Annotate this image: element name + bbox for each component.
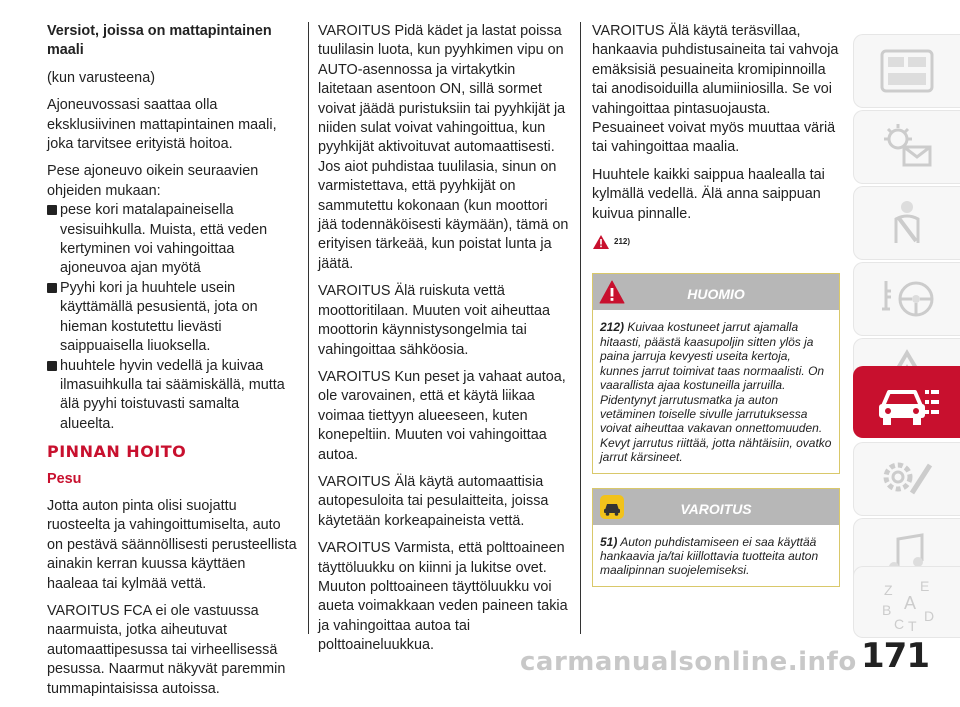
seatbelt-icon xyxy=(876,197,938,249)
paragraph: Jotta auton pinta olisi suojattu ruosteelta ja vahingoittumiselta, auto on pestävä säännöllisesti perusteellista ainakin kerran kuussa käyttäen haaleaa tai kylmää vettä. xyxy=(47,497,297,592)
paragraph: VAROITUS Pidä kädet ja lastat poissa tuulilasin luota, kun pyyhkimen vipu on AUTO-asennossa ja virtakytkin laitetaan asentoon ON, sillä sormet voivat jäädä puristuksiin tai pyyhkijät ja niiden sulat voivat vahingoittua, kun pyyhkijät aktivoituvat automaattisesti. Jos aiot puhdistaa tuulilasia, sinun on varmistettava, että pyyhkijät on sammutettu kokonaan (kun moottori jää todennäköisesti käymään), tämä on erityisen tärkeää, kun poistat lunta ja jäätä. xyxy=(318,23,569,272)
paragraph: VAROITUS Kun peset ja vahaat autoa, ole varovainen, että et käytä liikaa voimaa tiettyyn alueeseen, kuten konepeltiin. Muuten voi vahingoittaa autoa. xyxy=(318,368,566,463)
lights-envelope-icon xyxy=(876,121,938,173)
page-number: 171 xyxy=(861,636,929,676)
paragraph: Pese ajoneuvo oikein seuraavien ohjeiden mukaan: xyxy=(47,163,259,199)
watermark: carmanualsonline.info xyxy=(520,647,857,677)
bullet-item xyxy=(47,279,297,357)
reference-number: 212) xyxy=(614,237,631,247)
paragraph: Ajoneuvossasi saattaa olla eksklusiivinen mattapintainen maali, joka tarvitsee erityistä hoitoa. xyxy=(47,97,277,153)
subheading-equipment: (kun varusteena) xyxy=(47,69,155,86)
index-letter: C xyxy=(894,616,905,632)
paragraph: VAROITUS Älä ruiskuta vettä moottoritilaan. Muuten voit aiheuttaa moottorin käynnistysongelmia tai vahingoittaa sähköosia. xyxy=(318,283,550,358)
bullet-item xyxy=(47,357,297,435)
heading-matte-paint: Versiot, joissa on mattapintainen maali xyxy=(47,23,272,59)
bullet-text: Pyyhi kori ja huuhtele usein käyttämällä pesusientä, jota on hieman kostutettu lievästi saippuaisella liuoksella. xyxy=(60,279,258,355)
tab-lights-messages[interactable] xyxy=(853,110,960,184)
tab-maintenance[interactable] xyxy=(853,366,960,438)
paragraph: VAROITUS Älä käytä automaattisia autopesuloita tai pesulaitteita, joissa käytetään korkeapaineista vettä. xyxy=(318,473,549,529)
car-maintenance-icon xyxy=(875,376,941,432)
gear-wrench-icon xyxy=(876,453,938,505)
paragraph: VAROITUS Varmista, että polttoaineen täyttöluukku on kiinni ja lukitse ovet. Muuton polttoaineen täyttöluukku voi aueta voimakkaan veden paineen takia ja vahingoittaa autoa tai polttoaineluukkua. xyxy=(318,540,568,654)
tab-index[interactable] xyxy=(853,566,960,638)
column-divider xyxy=(308,22,309,634)
bullet-icon xyxy=(47,361,57,371)
tab-technical-data[interactable] xyxy=(853,442,960,516)
reference-note xyxy=(592,232,840,251)
paragraph: VAROITUS FCA ei ole vastuussa naarmuista, jotka aiheutuvat automaattipesussa tai virheellisessä pesussa. Naarmut näkyvät paremmin tummapintaisissa autoissa. xyxy=(47,602,286,697)
paragraph: Huuhtele kaikki saippua haalealla tai kylmällä vedellä. Älä anna saippuan kuivua pinnalle. xyxy=(592,166,825,222)
bullet-text: pese kori matalapaineisella vesisuihkulla. Muista, että veden kertyminen voi vahingoittaa ajoneuvoa ajan myötä xyxy=(60,202,268,277)
huomio-title: HUOMIO xyxy=(687,286,745,303)
bullet-icon xyxy=(47,205,57,215)
index-letter: T xyxy=(908,618,917,633)
index-letter: D xyxy=(924,608,935,624)
index-letter: E xyxy=(920,578,930,594)
column-3 xyxy=(592,22,840,601)
tab-driving[interactable] xyxy=(853,262,960,336)
bullet-icon xyxy=(47,283,57,293)
index-letter: A xyxy=(904,593,917,613)
huomio-body xyxy=(593,310,839,472)
steering-key-icon xyxy=(876,273,938,325)
bullet-item xyxy=(47,201,297,279)
index-letter: B xyxy=(882,602,892,618)
column-divider xyxy=(580,22,581,634)
alphabet-index-icon xyxy=(876,577,942,633)
warning-triangle-icon xyxy=(592,234,610,250)
varoitus-box xyxy=(592,488,840,587)
index-letter: Z xyxy=(884,582,893,598)
chapter-sidebar xyxy=(853,0,960,678)
tab-dashboard[interactable] xyxy=(853,34,960,108)
column-1 xyxy=(47,22,297,707)
huomio-text: Kuivaa kostuneet jarrut ajamalla hitaasti, päästä kaasupoljin sitten ylös ja paina jarruja kevyesti useita kertoja, kunnes jarrut toimivat taas normaalisti. On vaarallista ajaa kostuneilla jarruilla. Pidentynyt jarrutusmatka ja auton vetäminen toiselle sivulle jarrutuksessa voivat aiheuttaa vakavan onnettomuuden. Kevyt jarrutus riittää, jotta nähtäisiin, ovatko jarrut kärsineet. xyxy=(600,320,832,465)
varoitus-header xyxy=(593,489,839,525)
column-2 xyxy=(318,22,570,664)
bullet-text: huuhtele hyvin vedellä ja kuivaa ilmasuihkulla tai säämiskällä, mutta älä pyyhi toistuvasti samalta alueelta. xyxy=(60,357,285,432)
dashboard-icon xyxy=(876,45,938,97)
tab-safety[interactable] xyxy=(853,186,960,260)
paragraph: VAROITUS Älä käytä teräsvillaa, hankaavia puhdistusaineita tai vahvoja emäksisiä pesuaineita kromipinnoilla tai anodisoiduilla alumiiniosilla. Se voi vahingoittaa pintasuojausta. Pesuaineet voivat myös muuttaa väriä tai vahingoittaa maalia. xyxy=(592,23,839,156)
varoitus-body xyxy=(593,525,839,586)
varoitus-title: VAROITUS xyxy=(680,500,752,517)
huomio-box xyxy=(592,273,840,473)
huomio-number: 212) xyxy=(600,320,625,335)
huomio-header xyxy=(593,274,839,310)
varoitus-text: Auton puhdistamiseen ei saa käyttää hankaavia ja/tai kiillottavia tuotteita auton maalipinnan suojelemiseksi. xyxy=(600,534,819,578)
varoitus-number: 51) xyxy=(600,534,618,549)
subsection-heading: Pesu xyxy=(47,470,82,487)
section-heading: PINNAN HOITO xyxy=(47,442,187,462)
